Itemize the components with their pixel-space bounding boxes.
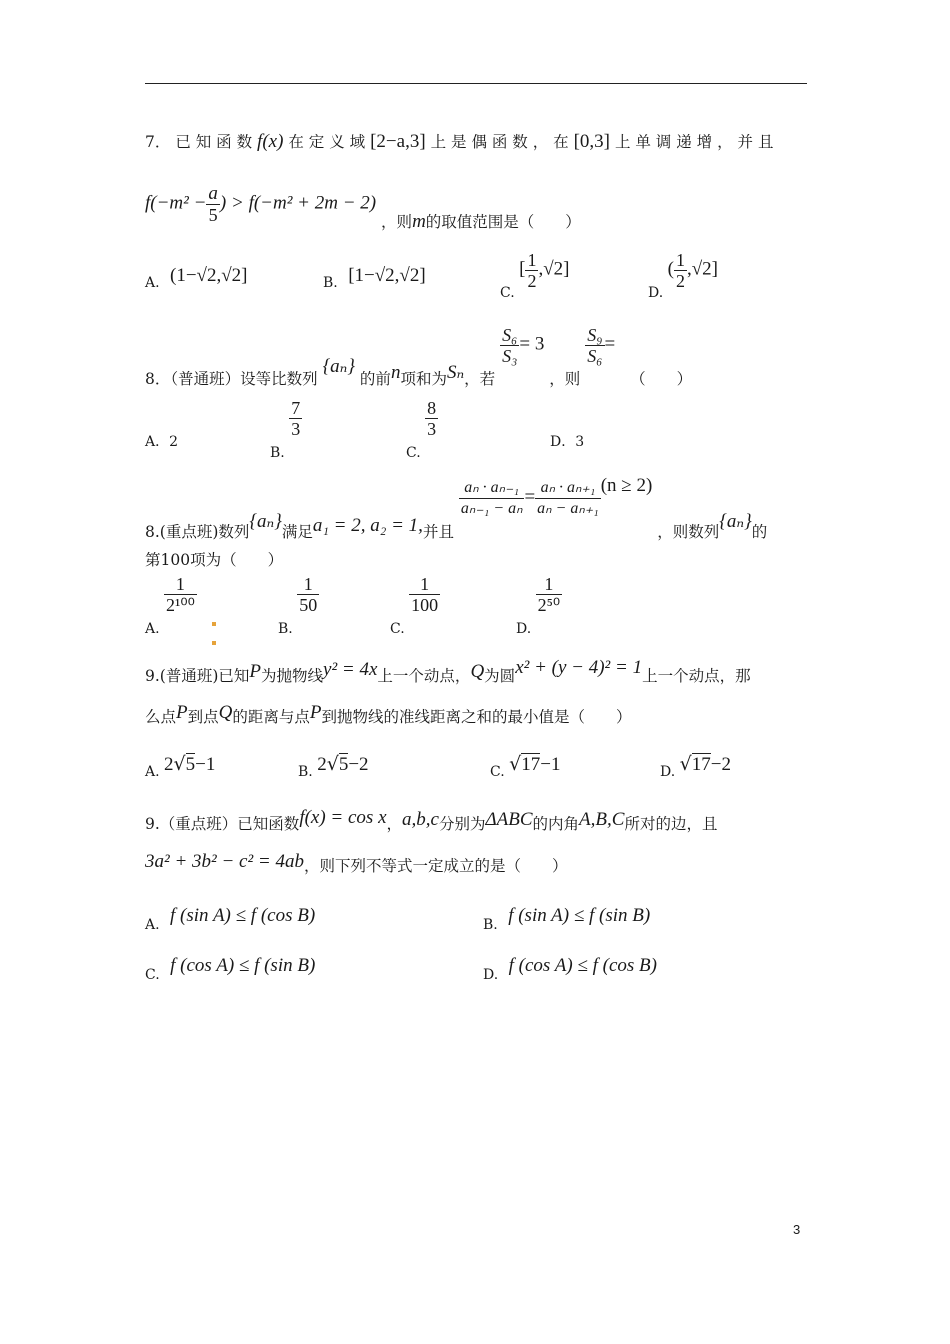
- option-rest: −2: [710, 754, 731, 775]
- q8b-text: ，则数列: [657, 522, 720, 541]
- q9a-text: 上一个动点，那: [642, 667, 751, 685]
- q8b-option-b[interactable]: [278, 574, 319, 637]
- q9b-text: ，则下列不等式一定成立的是（ ）: [304, 857, 568, 875]
- option-bracket: (: [667, 258, 674, 280]
- sqrt-icon: √: [509, 753, 522, 775]
- option-expr: ,√2]: [686, 258, 718, 280]
- numerator: 7: [291, 398, 301, 418]
- denominator: S₆: [587, 346, 603, 366]
- option-label: B.: [298, 764, 313, 780]
- q9b-line-1: [145, 807, 718, 834]
- q8b-init: a₁ = 2, a₂ = 1,: [312, 514, 423, 536]
- denominator: 2: [675, 271, 685, 291]
- option-fraction: [536, 574, 563, 615]
- option-label: D.: [516, 620, 532, 637]
- numerator: a: [208, 183, 218, 204]
- option-label: C.: [390, 620, 405, 637]
- option-bracket: [: [519, 258, 526, 280]
- q9a-text: (普通班)已知: [159, 667, 250, 685]
- q9a-circle: x² + (y − 4)² = 1: [515, 657, 643, 678]
- q9a-option-d[interactable]: [660, 753, 731, 782]
- q7-number: 7．: [145, 133, 171, 151]
- denominator: aₙ − aₙ₊₁: [537, 500, 599, 517]
- q8b-text: 第100项为（ ）: [145, 551, 284, 569]
- sqrt-icon: √: [679, 753, 692, 775]
- sqrt-icon: √: [326, 753, 339, 775]
- header-rule: [145, 83, 807, 84]
- q8b-cond: (n ≥ 2): [600, 474, 653, 496]
- q9a-line-1: [145, 657, 751, 686]
- option-label: C.: [490, 764, 505, 780]
- option-label: C.: [500, 284, 515, 301]
- option-label: A．2: [145, 434, 179, 450]
- denominator: aₙ₋₁ − aₙ: [460, 500, 523, 517]
- option-radicand: 5: [185, 754, 196, 775]
- option-label: D.: [483, 967, 499, 983]
- q8b-left-fraction: [459, 478, 525, 519]
- option-fraction: [409, 574, 440, 615]
- q8b-option-c[interactable]: [390, 574, 440, 637]
- q7-option-a[interactable]: [145, 265, 248, 293]
- q8a-text: ，若: [464, 369, 496, 388]
- q9b-angles: A,B,C: [579, 809, 625, 830]
- q9a-text: 的距离与点: [232, 708, 310, 726]
- q7-function: f(x): [257, 131, 284, 152]
- q9b-option-d[interactable]: [483, 955, 657, 985]
- option-radicand: 17: [691, 754, 711, 775]
- q9a-option-c[interactable]: [490, 753, 561, 782]
- option-label: A.: [145, 917, 160, 933]
- q8b-text: 并且: [422, 522, 454, 541]
- option-fraction: [425, 398, 438, 439]
- q9b-function: f(x) = cos x: [299, 807, 387, 828]
- numerator: aₙ · aₙ₋₁: [459, 478, 525, 499]
- numerator: 1: [527, 250, 537, 270]
- option-label: D.: [648, 284, 664, 301]
- option-rest: −1: [540, 754, 561, 775]
- mark: [212, 622, 216, 626]
- q8b-text: (重点班)数列: [159, 522, 250, 541]
- q7-option-d[interactable]: [648, 250, 718, 301]
- q9a-parabola: y² = 4x: [323, 659, 378, 680]
- numerator: S₆: [502, 325, 518, 345]
- option-label: B.: [323, 275, 338, 291]
- q9a-q: Q: [218, 702, 233, 723]
- denominator: 5: [208, 205, 218, 225]
- q7-cond-fraction: [206, 184, 220, 225]
- numerator: aₙ · aₙ₊₁: [535, 478, 601, 499]
- q8a-option-d[interactable]: [550, 432, 584, 452]
- q9a-p: P: [309, 702, 322, 723]
- q7-cond-left: f(−m² −: [145, 192, 207, 214]
- option-expr: [1−√2,√2]: [348, 265, 426, 286]
- q7-text: 上 单 调 递 增 ， 并 且: [614, 133, 774, 151]
- q7-text: 在 定 义 域: [288, 133, 366, 151]
- q9a-text: 上一个动点，: [377, 667, 471, 685]
- q8a-text: ，则: [549, 369, 581, 388]
- option-label: A.: [145, 764, 160, 780]
- q9b-option-c[interactable]: [145, 955, 316, 985]
- option-radicand: 17: [521, 754, 541, 775]
- q9b-sides: a,b,c: [402, 809, 439, 830]
- q7-option-c[interactable]: [500, 250, 570, 301]
- q8a-option-a[interactable]: [145, 432, 178, 452]
- numerator: 1: [536, 574, 563, 595]
- q7-interval: [0,3]: [573, 131, 611, 152]
- q9b-option-b[interactable]: [483, 905, 651, 935]
- q8a-text: 的前: [359, 369, 391, 388]
- page-number: 3: [793, 1222, 801, 1237]
- option-radicand: 5: [338, 754, 349, 775]
- option-fraction: [289, 398, 302, 439]
- option-rest: −2: [348, 754, 369, 775]
- q8a-query: [585, 325, 604, 366]
- q9b-text: （重点班）已知函数: [159, 815, 300, 833]
- q9b-line-2: [145, 851, 568, 876]
- q9b-text: 所对的边，且: [624, 815, 718, 833]
- option-expr: f (sin A) ≤ f (cos B): [170, 905, 316, 926]
- q7-text: 已 知 函 数: [175, 133, 253, 151]
- denominator: 3: [291, 419, 301, 439]
- option-label: B.: [483, 917, 498, 933]
- q8a-text: （ ）: [630, 369, 693, 388]
- option-expr: ,√2]: [538, 258, 570, 280]
- q8b-eq: =: [524, 486, 536, 508]
- q9a-number: 9.: [145, 667, 160, 685]
- q8a-seq: {aₙ}: [322, 355, 355, 377]
- q9b-option-a[interactable]: [145, 905, 316, 935]
- q8a-eq: = 3: [519, 333, 545, 355]
- option-rest: −1: [195, 754, 216, 775]
- q9a-line-2: [145, 702, 632, 727]
- q8a-sn: Sₙ: [446, 361, 465, 383]
- numerator: 1: [164, 574, 197, 595]
- denominator: 3: [427, 419, 437, 439]
- q9a-option-a[interactable]: [145, 753, 216, 782]
- q8b-seq: {aₙ}: [719, 510, 752, 532]
- q8a-number: 8．: [145, 369, 171, 388]
- q7-text: 的取值范围是（ ）: [425, 212, 581, 231]
- option-expr: f (cos A) ≤ f (cos B): [508, 955, 657, 976]
- option-expr: f (cos A) ≤ f (sin B): [170, 955, 316, 976]
- option-expr: f (sin A) ≤ f (sin B): [508, 905, 651, 926]
- q7-cond-right: ) > f(−m² + 2m − 2): [219, 192, 377, 214]
- option-label: A.: [145, 275, 160, 291]
- q8a-option-b[interactable]: [270, 398, 302, 461]
- numerator: S₉: [587, 325, 603, 345]
- numerator: 1: [297, 574, 319, 595]
- q8b-text: 的: [751, 522, 768, 541]
- q9a-text: 到抛物线的准线距离之和的最小值是（ ）: [321, 708, 632, 726]
- q7-option-b[interactable]: [323, 265, 426, 293]
- q8b-option-d[interactable]: [516, 574, 562, 637]
- option-label: D.: [660, 764, 676, 780]
- q9b-equation: 3a² + 3b² − c² = 4ab: [145, 851, 304, 872]
- numerator: 1: [675, 250, 685, 270]
- option-fraction: [525, 250, 538, 291]
- option-label: C.: [145, 967, 160, 983]
- q8b-number: 8.: [145, 522, 160, 541]
- option-expr: (1−√2,√2]: [170, 265, 248, 286]
- denominator: S₃: [502, 346, 518, 366]
- q8a-ratio: [500, 325, 519, 366]
- denominator: 2: [527, 271, 537, 291]
- option-fraction: [297, 574, 319, 615]
- option-coef: 2: [164, 754, 174, 775]
- q9b-text: ，: [386, 815, 403, 833]
- q7-line-2: [145, 183, 581, 232]
- q7-line-1: [145, 132, 773, 152]
- q9a-text: 到点: [187, 708, 219, 726]
- q8b-seq: {aₙ}: [249, 510, 282, 532]
- mark: [212, 641, 216, 645]
- q7-text: ，则: [381, 212, 413, 231]
- denominator: 100: [411, 595, 439, 615]
- q9a-text: 为抛物线: [261, 667, 324, 685]
- q7-domain: [2−a,3]: [370, 131, 426, 152]
- denominator: 2⁵⁰: [537, 595, 561, 615]
- q8a-line-1: [145, 325, 693, 388]
- q9a-q: Q: [470, 661, 485, 682]
- q8b-line-2: [145, 550, 283, 570]
- q7-var: m: [412, 210, 426, 232]
- q8a-eq: =: [604, 333, 616, 355]
- q9b-triangle: ΔABC: [485, 809, 533, 830]
- option-label: B.: [278, 620, 293, 637]
- q8b-line-1: [145, 474, 768, 541]
- denominator: 2¹⁰⁰: [166, 595, 195, 615]
- q8a-n: n: [390, 361, 401, 383]
- sqrt-icon: √: [173, 753, 186, 775]
- q9b-number: 9.: [145, 815, 160, 833]
- option-label: C.: [406, 444, 421, 461]
- option-label: D．3: [550, 434, 585, 450]
- option-label: A.: [145, 620, 160, 637]
- q8a-option-c[interactable]: [406, 398, 438, 461]
- highlight-marks: [212, 611, 238, 617]
- q8b-text: 满足: [281, 522, 313, 541]
- q8a-text: （普通班）设等比数列: [170, 369, 318, 388]
- numerator: 8: [427, 398, 437, 418]
- option-fraction: [164, 574, 197, 615]
- option-coef: 2: [317, 754, 327, 775]
- numerator: 1: [409, 574, 440, 595]
- q7-text: 上 是 偶 函 数 ， 在: [430, 133, 569, 151]
- q8b-option-a[interactable]: [145, 574, 197, 637]
- q9a-text: 为圆: [484, 667, 516, 685]
- q8b-right-fraction: [535, 478, 601, 519]
- option-label: B.: [270, 444, 285, 461]
- denominator: 50: [299, 595, 318, 615]
- option-fraction: [674, 250, 687, 291]
- q9a-option-b[interactable]: [298, 753, 369, 782]
- q9a-p: P: [249, 661, 262, 682]
- q9a-p: P: [176, 702, 188, 723]
- q8a-text: 项和为: [400, 369, 447, 388]
- q9b-text: 分别为: [438, 815, 486, 833]
- q9b-text: 的内角: [532, 815, 580, 833]
- q9a-text: 么点: [145, 708, 177, 726]
